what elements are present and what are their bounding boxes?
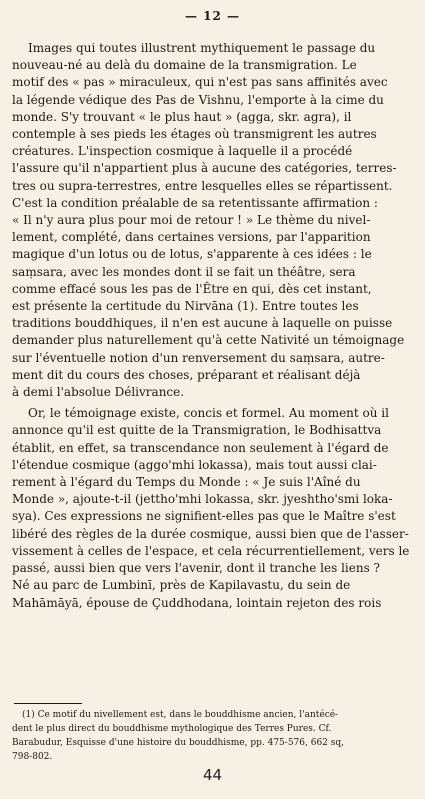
text-line: Né au parc de Lumbinī, près de Kapilavastu, du sein de (12, 578, 351, 593)
text-line: lement, complété, dans certaines versions, par l'apparition (12, 230, 371, 245)
text-line: « Il n'y aura plus pour moi de retour ! » Le thème du nivel- (12, 213, 371, 228)
text-line: à demi l'absolue Délivrance. (12, 385, 185, 400)
text-line: l'assure qu'il n'appartient plus à aucune des catégories, terres- (12, 161, 397, 176)
text-line: vissement à celles de l'espace, et cela récurrentiellement, vers le (12, 543, 410, 558)
text-line: saṃsara, avec les mondes dont il se fait un théâtre, sera (12, 264, 356, 279)
text-line: motif des « pas » miraculeux, qui n'est pas sans affinités avec (12, 75, 388, 90)
text-line: établit, en effet, sa transcendance non seulement à l'égard de (12, 440, 389, 455)
text-line: libéré des règles de la durée cosmique, aussi bien que de l'asser- (12, 526, 409, 541)
text-line: Or, le témoignage existe, concis et formel. Au moment où il (28, 406, 389, 421)
text-line: rement à l'égard du Temps du Monde : « Je suis l'Aîné du (12, 475, 361, 490)
text-line: magique d'un lotus ou de lotus, s'apparente à ces idées : le (12, 247, 372, 262)
text-line: créatures. L'inspection cosmique à laquelle il a procédé (12, 144, 353, 159)
text-line: traditions bouddhiques, il n'en est aucune à laquelle on puisse (12, 316, 393, 331)
text-line: C'est la condition préalable de sa retentissante affirmation : (12, 195, 378, 210)
text-line: la légende védique des Pas de Vishnu, l'emporte à la cime du (12, 92, 384, 107)
text-line: Mahāmāyā, épouse de Çuddhodana, lointain rejeton des rois (12, 595, 382, 610)
text-line: passé, aussi bien que vers l'avenir, dont il tranche les liens ? (12, 561, 380, 576)
text-line: comme effacé sous les pas de l'Être en qui, dès cet instant, (12, 281, 372, 296)
text-line: Monde », ajoute-t-il (jettho'mhi lokassa, skr. jyeshtho'smi loka- (12, 492, 393, 507)
text-line: l'étendue cosmique (aggo'mhi lokassa), mais tout aussi clai- (12, 457, 377, 472)
text-line: annonce qu'il est quitte de la Transmigration, le Bodhisattva (12, 423, 382, 438)
text-line: tres ou supra-terrestres, entre lesquelles elles se répartissent. (12, 178, 393, 193)
text-line: contemple à ses pieds les étages où transmigrent les autres (12, 127, 377, 142)
text-line: ment dit du cours des choses, préparant et réalisant déjà (12, 367, 361, 382)
footnote-line: (1) Ce motif du nivellement est, dans le bouddhisme ancien, l'antécé- (22, 710, 339, 720)
text-line: nouveau-né au delà du domaine de la transmigration. Le (12, 58, 357, 73)
footnote-line: dent le plus direct du bouddhisme mythologique des Terres Pures. Cf. (12, 724, 332, 734)
footnote-rule (14, 703, 82, 704)
text-line: monde. S'y trouvant « le plus haut » (agga, skr. agra), il (12, 109, 352, 124)
text-line: Images qui toutes illustrent mythiquement le passage du (28, 41, 376, 55)
text-line: sya). Ces expressions ne signifient-elles pas que le Maître s'est (12, 509, 396, 524)
paragraph-2 (12, 405, 414, 611)
text-line: demander plus naturellement qu'à cette Nativité un témoignage (12, 333, 405, 348)
text-line: est présente la certitude du Nirvāna (1). Entre toutes les (12, 299, 359, 314)
body-text (12, 40, 414, 612)
running-head: — 12 — (184, 9, 241, 23)
page-number: 44 (202, 766, 223, 784)
footnote-line: Barabudur, Esquisse d'une histoire du bouddhisme, pp. 475-576, 662 sq, (12, 738, 344, 748)
text-line: sur l'éventuelle notion d'un renversement du saṃsara, autre- (12, 350, 385, 365)
footnote (12, 708, 414, 764)
footnote-line: 798-802. (12, 752, 53, 762)
paragraph-1 (12, 40, 414, 401)
